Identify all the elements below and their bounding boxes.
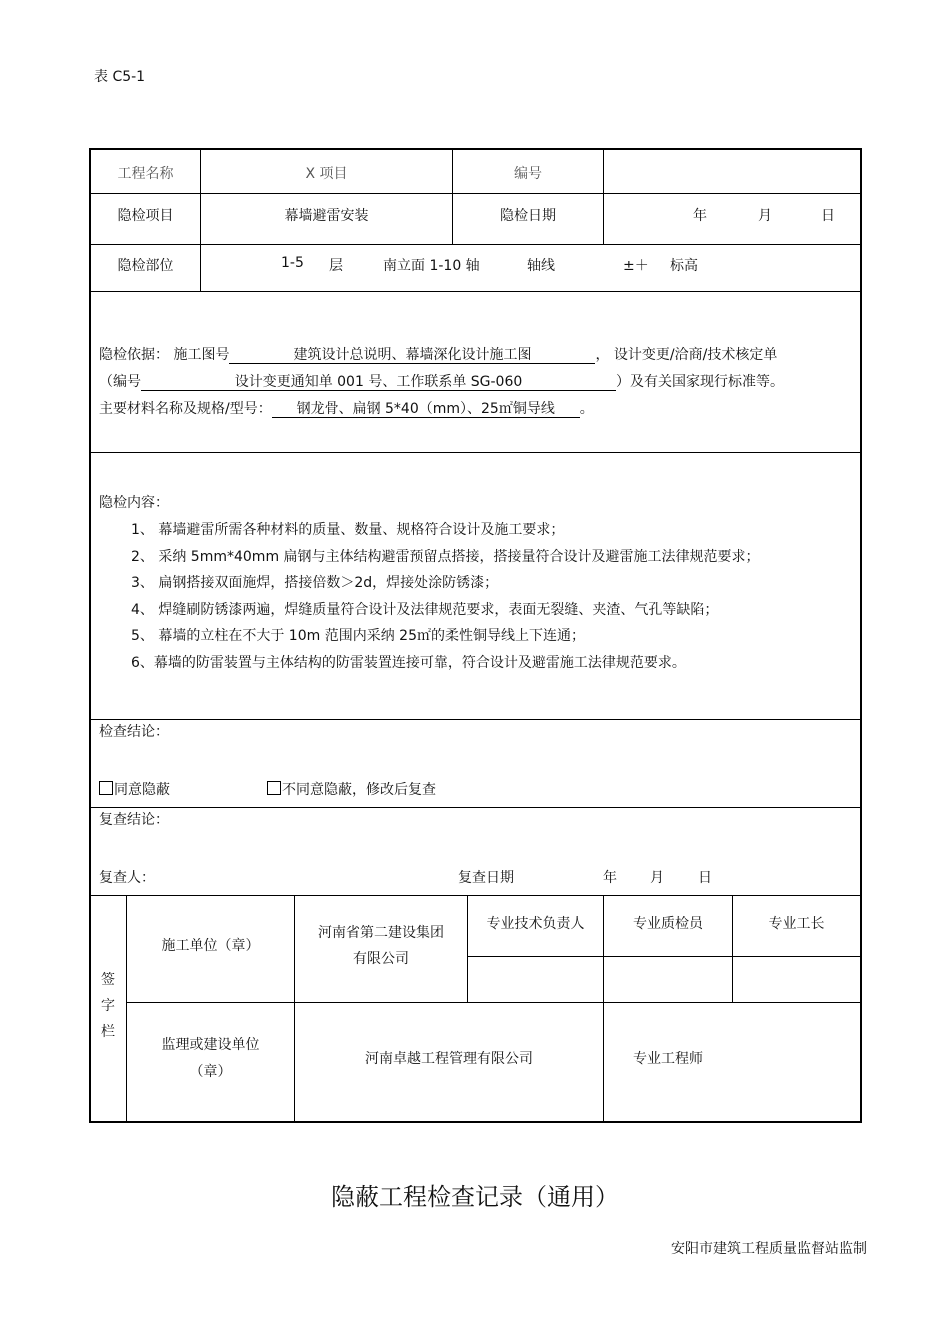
date-day: 日 (821, 208, 835, 224)
agree-label: 同意隐蔽 (114, 782, 170, 798)
construction-company-line-2: 有限公司 (353, 951, 409, 967)
content-title: 隐检内容： (99, 495, 169, 511)
quality-inspector-label: 专业质检员 (633, 916, 703, 932)
date-label: 隐检日期 (500, 208, 556, 224)
location-floor: 1-5 (281, 255, 304, 271)
disagree-label: 不同意隐蔽，修改后复查 (282, 782, 436, 798)
location-label: 隐检部位 (117, 258, 174, 274)
materials-value: 钢龙骨、扁钢 5*40（mm）、25㎡铜导线 (272, 401, 580, 418)
content-item: 2、 采纳 5mm*40mm 扁钢与主体结构避雷预留点搭接，搭接量符合设计及避雷施工法律规范要求； (131, 549, 760, 565)
supervisor-label-line-1: 监理或建设单位 (161, 1037, 260, 1053)
agree-option[interactable] (99, 779, 170, 799)
number-label: 编号 (514, 166, 542, 182)
drawing-number: 建筑设计总说明、幕墙深化设计施工图 (229, 347, 595, 364)
content-item: 1、 幕墙避雷所需各种材料的质量、数量、规格符合设计及施工要求； (131, 522, 565, 538)
conclusion-title: 检查结论： (99, 724, 169, 740)
basis-line-2-suffix: ）及有关国家现行标准等。 (616, 374, 784, 390)
sign-column-label-2: 字 (101, 998, 115, 1014)
location-floor-unit: 层 (329, 258, 343, 274)
content-item: 5、 幕墙的立柱在不大于 10m 范围内采纳 25㎡的柔性铜导线上下连通； (131, 628, 585, 644)
change-number: 设计变更通知单 001 号、工作联系单 SG-060 (141, 374, 616, 391)
materials-label: 主要材料名称及规格/型号： (99, 401, 272, 417)
date-year: 年 (693, 208, 707, 224)
tech-lead-label: 专业技术负责人 (486, 916, 585, 932)
basis-prefix: 隐检依据： 施工图号 (99, 347, 230, 363)
issuer: 安阳市建筑工程质量监督站监制 (671, 1241, 867, 1257)
materials-line (99, 398, 594, 418)
date-month: 月 (758, 208, 772, 224)
basis-line-2 (99, 371, 784, 391)
content-item: 3、 扁钢搭接双面施焊，搭接倍数＞2d，焊接处涂防锈漆； (131, 575, 499, 591)
recheck-date-label: 复查日期 (458, 870, 514, 886)
location-axis: 南立面 1-10 轴 (383, 258, 480, 274)
content-item: 4、 焊缝刷防锈漆两遍，焊缝质量符合设计及法律规范要求，表面无裂缝、夹渣、气孔等缺陷； (131, 602, 719, 618)
item-value: 幕墙避雷安装 (284, 208, 369, 224)
basis-line-1 (99, 344, 777, 364)
sign-column-label-1: 签 (101, 972, 115, 988)
recheck-month: 月 (650, 870, 664, 886)
materials-suffix: 。 (579, 401, 594, 417)
document-title: 隐蔽工程检查记录（通用） (331, 1183, 619, 1211)
form-code: 表 C5-1 (94, 69, 146, 85)
supervisor-company: 河南卓越工程管理有限公司 (365, 1051, 533, 1067)
project-name-label: 工程名称 (117, 166, 174, 182)
recheck-title: 复查结论： (99, 812, 169, 828)
disagree-option[interactable] (267, 779, 436, 799)
foreman-label: 专业工长 (768, 916, 825, 932)
disagree-checkbox[interactable] (267, 781, 281, 795)
location-elevation: ±＋ (623, 258, 649, 274)
sign-column-label-3: 栏 (101, 1024, 115, 1040)
construction-unit-label: 施工单位（章） (161, 938, 260, 954)
recheck-year: 年 (603, 870, 617, 886)
recheck-day: 日 (698, 870, 712, 886)
agree-checkbox[interactable] (99, 781, 113, 795)
location-axis-unit: 轴线 (527, 258, 555, 274)
engineer-label: 专业工程师 (633, 1051, 703, 1067)
item-label: 隐检项目 (117, 208, 174, 224)
content-item: 6、幕墙的防雷装置与主体结构的防雷装置连接可靠，符合设计及避雷施工法律规范要求。 (131, 655, 686, 671)
supervisor-label-line-2: （章） (189, 1064, 232, 1080)
recheck-person-label: 复查人： (99, 870, 155, 886)
project-name-value: X 项目 (305, 166, 348, 182)
basis-line-1-suffix: ， 设计变更/洽商/技术核定单 (595, 347, 778, 363)
location-elevation-unit: 标高 (670, 258, 698, 274)
construction-company-line-1: 河南省第二建设集团 (318, 925, 444, 941)
basis-line-2-prefix: （编号 (99, 374, 141, 390)
